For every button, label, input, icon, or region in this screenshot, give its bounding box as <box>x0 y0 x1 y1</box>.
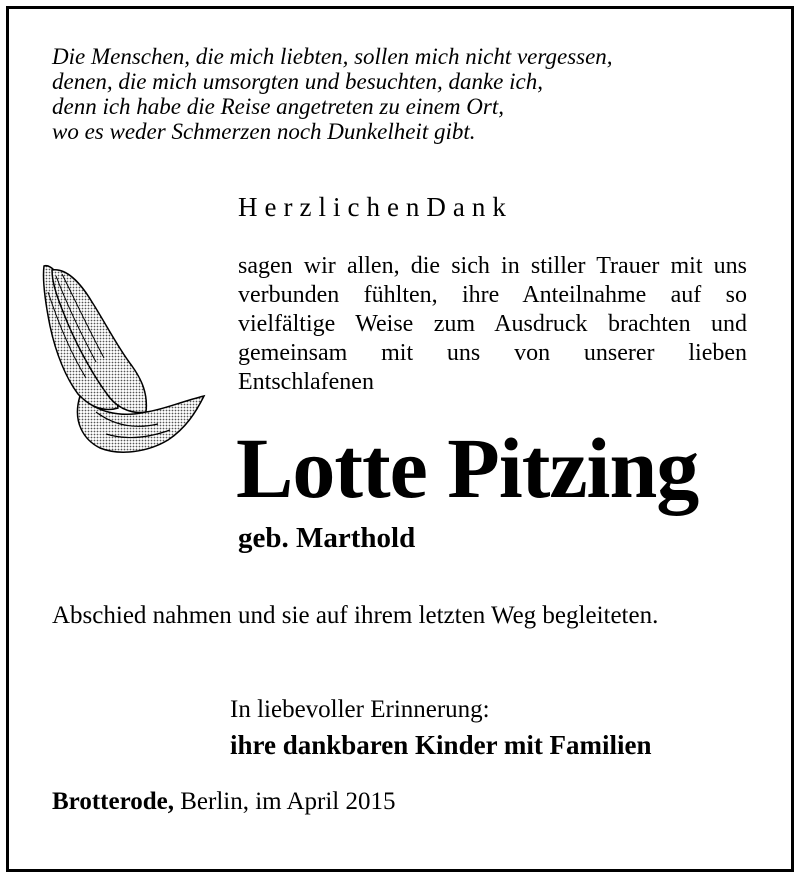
deceased-name: Lotte Pitzing <box>236 420 699 516</box>
poem-line: wo es weder Schmerzen noch Dunkelheit gibt. <box>52 119 476 144</box>
thanks-message: sagen wir allen, die sich in stiller Trauer mit uns verbunden fühlten, ihre Anteilnahme auf so vielfältige Weise zum Ausdruck brachten und gemeinsam mit uns von unserer lieben Entschlafenen <box>238 253 747 395</box>
place-date <box>52 788 396 816</box>
place-rest: Berlin, im April 2015 <box>173 788 396 815</box>
poem-line: denn ich habe die Reise angetreten zu einem Ort, <box>52 94 504 119</box>
thanks-heading: HerzlichenDank <box>238 192 513 222</box>
family-signature: ihre dankbaren Kinder mit Familien <box>230 730 652 760</box>
place-primary: Brotterode, <box>52 788 174 815</box>
poem-line: denen, die mich umsorgten und besuchten, danke ich, <box>52 69 543 94</box>
praying-hands-icon <box>36 262 208 458</box>
farewell-text: Abschied nahmen und sie auf ihrem letzten Weg begleiteten. <box>52 602 659 629</box>
poem <box>52 44 613 144</box>
memory-line: In liebevoller Erinnerung: <box>230 696 490 723</box>
maiden-name: geb. Marthold <box>238 522 416 554</box>
poem-line: Die Menschen, die mich liebten, sollen mich nicht vergessen, <box>52 44 613 69</box>
